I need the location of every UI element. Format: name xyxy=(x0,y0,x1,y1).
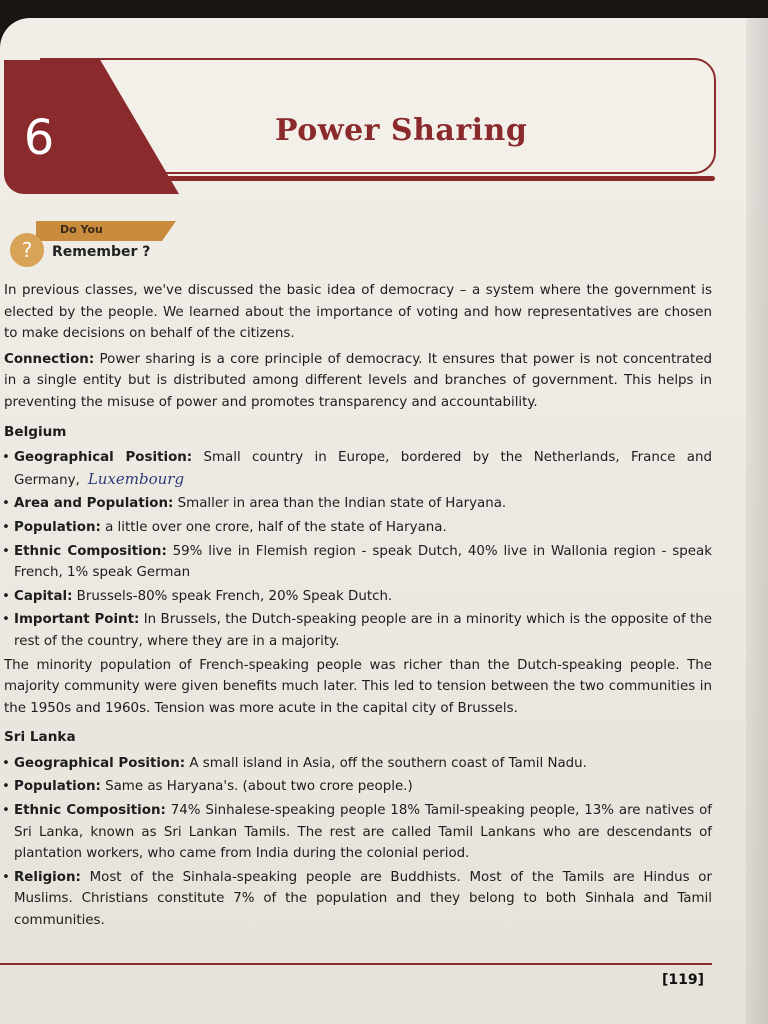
bullet-label: Ethnic Composition: xyxy=(14,543,167,559)
belgium-paragraph: The minority population of French-speaking people was richer than the Dutch-speaking people. The majority community were given benefits much later. This led to tension between the two communities in the 1950s and 1960s. Tension was more acute in the capital city of Brussels. xyxy=(4,657,712,716)
bullet-text: 59% live in Flemish region - speak Dutch, 40% live in Wallonia region - speak French, 1% speak German xyxy=(14,543,712,581)
bullet-label: Population: xyxy=(14,519,101,535)
header-underline xyxy=(150,176,715,181)
bullet-label: Population: xyxy=(14,779,101,795)
sri-lanka-heading: Sri Lanka xyxy=(4,729,76,746)
bullet-text: a little over one crore, half of the state of Haryana. xyxy=(100,519,447,535)
bullet-label: Geographical Position: xyxy=(14,755,186,771)
belgium-bullet-capital xyxy=(0,586,712,608)
footer-rule xyxy=(0,963,712,965)
do-you-remember-ribbon xyxy=(36,221,176,241)
connection-paragraph xyxy=(0,349,712,414)
page-edge-shadow xyxy=(746,18,768,1024)
chapter-title: Power Sharing xyxy=(275,113,528,148)
bullet-label: Capital: xyxy=(14,588,73,604)
sri-lanka-bullet-religion xyxy=(0,867,712,932)
bullet-text: Small country in Europe, bordered by the Netherlands, France and Germany, xyxy=(14,450,712,488)
belgium-bullet-population xyxy=(0,517,712,539)
bullet-label: Religion: xyxy=(14,869,81,885)
page-body xyxy=(0,280,712,934)
textbook-page xyxy=(0,18,768,1024)
bullet-label: Important Point: xyxy=(14,612,140,628)
bullet-text: 74% Sinhalese-speaking people 18% Tamil-speaking people, 13% are natives of Sri Lanka, known as Sri Lankan Tamils. The rest are called Tamil Lankans who are descendants of plantation workers, who came from India during the colonial period. xyxy=(14,803,712,862)
bullet-text: Brussels-80% speak French, 20% Speak Dutch. xyxy=(72,588,393,604)
sri-lanka-bullet-geography xyxy=(0,753,712,775)
belgium-bullet-ethnic xyxy=(0,541,712,584)
do-you-label: Do You xyxy=(60,223,103,236)
page-number: [119] xyxy=(662,972,705,988)
sri-lanka-bullet-ethnic xyxy=(0,800,712,865)
bullet-text: Most of the Sinhala-speaking people are Buddhists. Most of the Tamils are Hindus or Muslims. Christians constitute 7% of the population and they belong to both Sinhala and Tamil communities. xyxy=(14,869,712,929)
belgium-bullet-important xyxy=(0,609,712,652)
belgium-bullet-geography xyxy=(0,447,712,491)
belgium-bullet-area xyxy=(0,493,712,515)
bullet-text: Smaller in area than the Indian state of Haryana. xyxy=(173,496,507,512)
bullet-text: In Brussels, the Dutch-speaking people are in a minority which is the opposite of the rest of the country, where they are in a majority. xyxy=(14,612,712,649)
bullet-text: Same as Haryana's. (about two crore people.) xyxy=(100,779,413,795)
connection-text: Power sharing is a core principle of democracy. It ensures that power is not concentrated in a single entity but is distributed among different levels and branches of government. This helps in preventing the misuse of power and promotes transparency and accountability. xyxy=(4,351,712,410)
bullet-label: Area and Population: xyxy=(14,496,174,512)
handwritten-note: Luxembourg xyxy=(87,469,185,488)
question-icon: ? xyxy=(10,233,44,267)
remember-label: Remember ? xyxy=(52,244,151,260)
bullet-label: Ethnic Composition: xyxy=(14,803,166,819)
sri-lanka-bullet-population xyxy=(0,776,712,798)
belgium-heading: Belgium xyxy=(4,423,67,440)
chapter-number: 6 xyxy=(23,110,55,166)
intro-paragraph: In previous classes, we've discussed the basic idea of democracy – a system where the government is elected by the people. We learned about the importance of voting and how representatives are chosen to make decisions on behalf of the citizens. xyxy=(4,283,712,342)
bullet-text: A small island in Asia, off the southern coast of Tamil Nadu. xyxy=(185,755,587,771)
bullet-label: Geographical Position: xyxy=(14,450,193,466)
connection-label: Connection: xyxy=(4,351,95,367)
